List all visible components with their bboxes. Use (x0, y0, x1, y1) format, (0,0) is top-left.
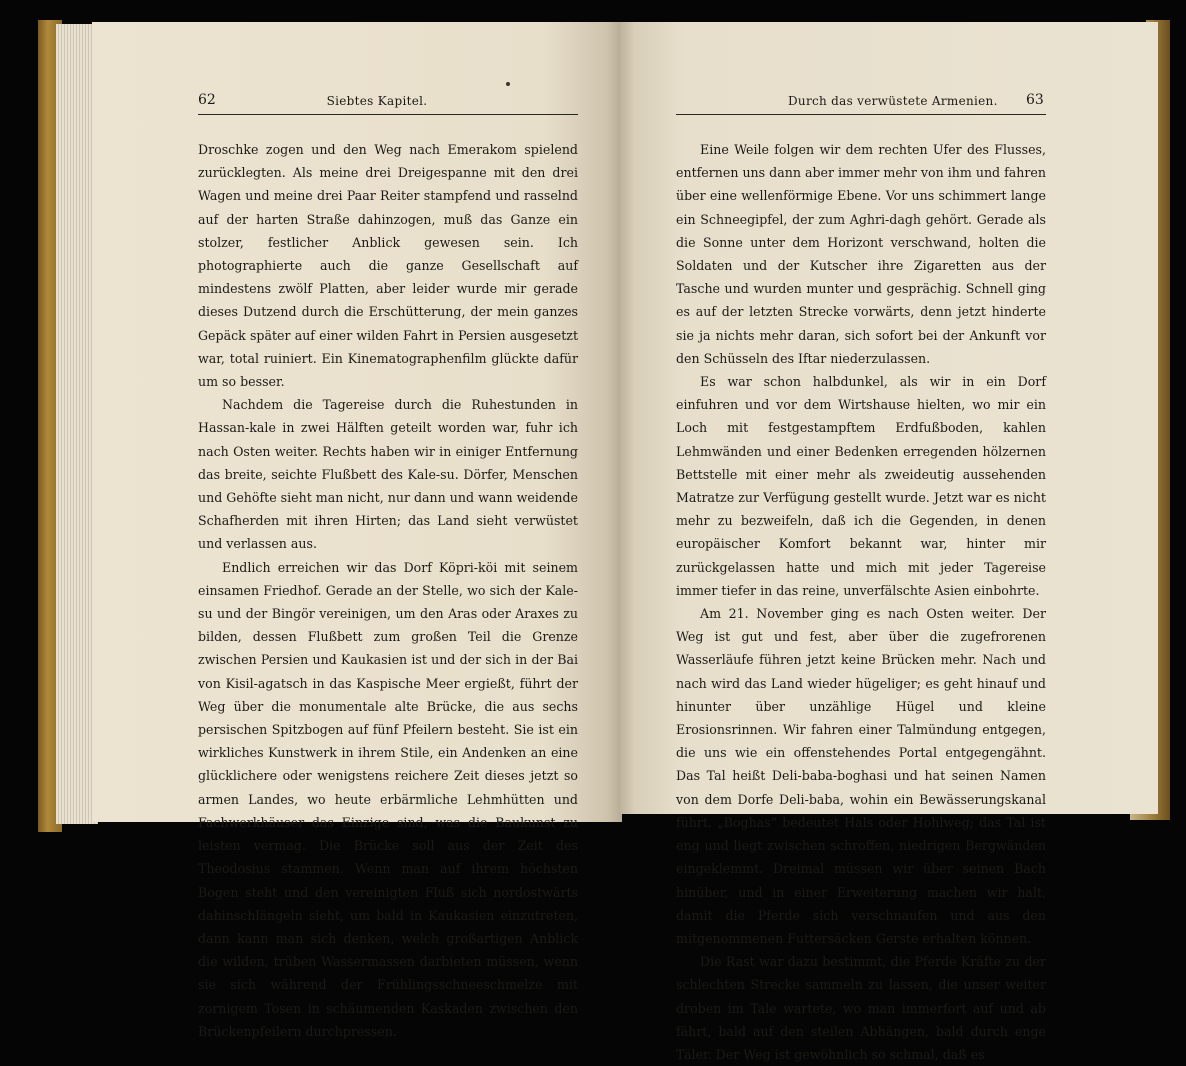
paragraph: Droschke zogen und den Weg nach Emerakom spielend zurücklegten. Als meine drei Dreigespanne mit den drei Wagen und meine drei Paar Reiter stampfend und rasselnd auf der harten Straße dahinzogen, muß das Ganze ein stolzer, festlicher Anblick gewesen sein. Ich photographierte auch die ganze Gesellschaft auf mindestens zwölf Platten, aber leider wurde mir gerade dieses Dutzend durch die Erschütterung, der mein ganzes Gepäck später auf einer wilden Fahrt in Persien ausgesetzt war, total ruiniert. Ein Kinematographenfilm glückte dafür um so besser. (198, 142, 578, 390)
paragraph: Die Rast war dazu bestimmt, die Pferde Kräfte zu der schlechten Strecke sammeln zu lassen, die unser weiter droben im Tale wartete, wo man immerfort auf und ab fährt, bald auf den steilen Abhängen, bald durch enge Täler. Der Weg ist gewöhnlich so schmal, daß es (676, 954, 1046, 1062)
left-page-text (198, 138, 578, 1043)
paragraph: Am 21. November ging es nach Osten weiter. Der Weg ist gut und fest, aber über die zugefrorenen Wasserläufe führen jetzt keine Brücken mehr. Nach und nach wird das Land wieder hügeliger; es geht hinauf und hinunter über unzählige Hügel und kleine Erosionsrinnen. Wir fahren einer Talmündung entgegen, die uns wie ein offenstehendes Portal entgegengähnt. Das Tal heißt Deli-baba-boghasi und hat seinen Namen von dem Dorfe Deli-baba, wohin ein Bewässerungskanal führt. „Boghas“ bedeutet Hals oder Hohlweg; das Tal ist eng und liegt zwischen schroffen, niedrigen Bergwänden eingeklemmt. Dreimal müssen wir über seinen Bach hinüber, und in einer Erweiterung machen wir halt, damit die Pferde sich verschnaufen und aus den mitgenommenen Futtersäcken Gerste erhalten können. (676, 606, 1046, 946)
left-header-rule (198, 114, 578, 115)
right-page (618, 22, 1158, 1062)
paragraph: Eine Weile folgen wir dem rechten Ufer des Flusses, entfernen uns dann aber immer mehr von ihm und fahren über eine wellenförmige Ebene. Vor uns schimmert lange ein Schneegipfel, der zum Aghri-dagh gehört. Gerade als die Sonne unter dem Horizont verschwand, holten die Soldaten und der Kutscher ihre Zigaretten aus der Tasche und wurden munter und gesprächig. Schnell ging es auf der letzten Strecke vorwärts, denn jetzt hinderte sie ja nichts mehr daran, sich sofort bei der Ankunft vor den Schüsseln des Iftar niederzulassen. (676, 142, 1046, 366)
right-page-text (676, 138, 1046, 1066)
left-page (92, 22, 622, 1039)
paragraph: Nachdem die Tagereise durch die Ruhestunden in Hassan-kale in zwei Hälften geteilt worden war, fuhr ich nach Osten weiter. Rechts haben wir in einiger Entfernung das breite, seichte Flußbett des Kale-su. Dörfer, Menschen und Gehöfte sieht man nicht, nur dann und wann weidende Schafherden mit ihren Hirten; das Land sieht verwüstet und verlassen aus. (198, 397, 578, 552)
right-header-rule (676, 114, 1046, 115)
paragraph: Es war schon halbdunkel, als wir in ein Dorf einfuhren und vor dem Wirtshause hielten, wo mir ein Loch mit festgestampftem Erdfußboden, kahlen Lehmwänden und einer Bedenken erregenden hölzernen Bettstelle mit einer mehr als zweideutig aussehenden Matratze zur Verfügung gestellt wurde. Jetzt war es nicht mehr zu bezweifeln, daß ich die Gegenden, in denen europäischer Komfort bekannt war, hinter mir zurückgelassen hatte und mich mit jeder Tagereise immer tiefer in das reine, unverfälschte Asien einbohrte. (676, 374, 1046, 598)
left-running-head: Siebtes Kapitel. (326, 94, 428, 108)
paragraph: Endlich erreichen wir das Dorf Köpri-köi mit seinem einsamen Friedhof. Gerade an der Stelle, wo sich der Kale-su und der Bingör vereinigen, um den Aras oder Araxes zu bilden, dessen Flußbett zum großen Teil die Grenze zwischen Persien und Kaukasien ist und der sich in der Bai von Kisil-agatsch in das Kaspische Meer ergießt, führt der Weg über die monumentale alte Brücke, die aus sechs persischen Spitzbogen auf fünf Pfeilern besteht. Sie ist ein wirkliches Kunstwerk in ihrem Stile, ein Andenken an eine glücklichere oder wenigstens reichere Zeit dieses jetzt so armen Landes, wo heute erbärmliche Lehmhütten und Fachwerkhäuser das Einzige sind, was die Baukunst zu leisten vermag. Die Brücke soll aus der Zeit des Theodosius stammen. Wenn man auf ihrem höchsten Bogen steht und den vereinigten Fluß sich nordostwärts dahinschlängeln sieht, um bald in Kaukasien einzutreten, dann kann man sich denken, welch großartigen Anblick die wilden, trüben Wassermassen darbieten müssen, wenn sie sich während der Frühlingsschneeschmelze mit zornigem Tosen in schäumenden Kaskaden zwischen den Brückenpfeilern durchpressen. (198, 559, 578, 1039)
right-page-number: 63 (1026, 92, 1044, 108)
left-page-number: 62 (198, 92, 216, 108)
right-running-head: Durch das verwüstete Armenien. (788, 94, 998, 108)
print-speck (506, 82, 510, 86)
